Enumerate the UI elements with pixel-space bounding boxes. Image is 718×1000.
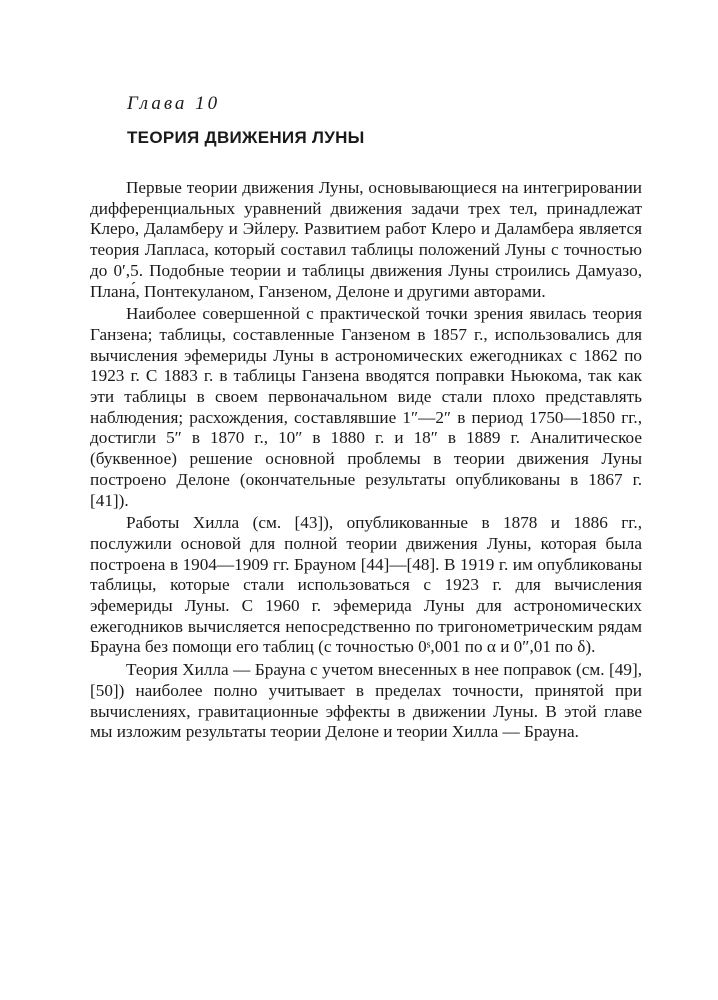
- chapter-label: Глава 10: [127, 93, 221, 114]
- paragraph-2: Наиболее совершенной с практической точки зрения явилась теория Ганзена; таблицы, составленные Ганзеном в 1857 г., использовались для вычисления эфемериды Луны в астрономических ежегодниках с 1862 по 1923 г. С 1883 г. в таблицы Ганзена вводятся поправки Ньюкома, так как эти таблицы в своем первоначальном виде стали плохо представлять наблюдения; расхождения, составлявшие 1″—2″ в период 1750—1850 гг., достигли 5″ в 1870 г., 10″ в 1880 г. и 18″ в 1889 г. Аналитическое (буквенное) решение основной проблемы в теории движения Луны построено Делоне (окончательные результаты опубликованы в 1867 г. [41]).: [90, 304, 642, 510]
- paragraph-1: Первые теории движения Луны, основывающиеся на интегрировании дифференциальных уравнений движения задачи трех тел, принадлежат Клеро, Даламберу и Эйлеру. Развитием работ Клеро и Даламбера является теория Лапласа, который составил таблицы положений Луны с точностью до 0′,5. Подобные теории и таблицы движения Луны строились Дамуазо, Плана́, Понтекуланом, Ганзеном, Делоне и другими авторами.: [90, 178, 642, 301]
- chapter-body: [90, 178, 642, 743]
- chapter-title: ТЕОРИЯ ДВИЖЕНИЯ ЛУНЫ: [127, 128, 365, 147]
- paragraph-3: Работы Хилла (см. [43]), опубликованные в 1878 и 1886 гг., послужили основой для полной теории движения Луны, которая была построена в 1904—1909 гг. Брауном [44]—[48]. В 1919 г. им опубликованы таблицы, которые стали использоваться с 1923 г. для вычисления эфемериды Луны. С 1960 г. эфемерида Луны для астрономических ежегодников вычисляется непосредственно по тригонометрическим рядам Брауна без помощи его таблиц (с точностью 0ˢ,001 по α и 0″,01 по δ).: [90, 513, 642, 657]
- paragraph-4: Теория Хилла — Брауна с учетом внесенных в нее поправок (см. [49], [50]) наиболее полно учитывает в пределах точности, принятой при вычислениях, гравитационные эффекты в движении Луны. В этой главе мы изложим результаты теории Делоне и теории Хилла — Брауна.: [90, 660, 642, 742]
